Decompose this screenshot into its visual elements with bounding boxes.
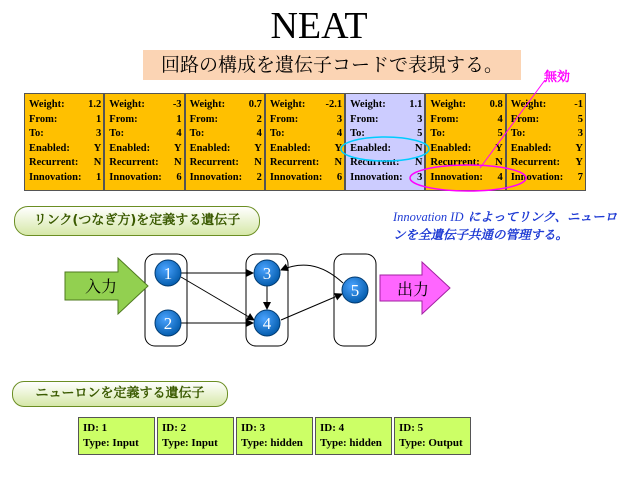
disabled-note-pointer (480, 80, 545, 168)
gene-field-label: To: (510, 128, 526, 140)
gene-field-label: Enabled: (269, 142, 311, 154)
gene-field-label: Enabled: (510, 142, 552, 154)
gene-field-label: Weight: (29, 99, 65, 110)
gene-field-value: Y (93, 142, 102, 154)
gene-field-label: To: (269, 128, 285, 140)
gene-field-label: Enabled: (189, 142, 231, 154)
node-5-label: 5 (350, 281, 360, 300)
gene-field-value: 4 (497, 171, 503, 183)
gene-field-label: Innovation: (189, 171, 243, 183)
node-4 (254, 310, 280, 336)
gene-field-value: Y (495, 142, 503, 154)
gene-field-label: From: (189, 113, 218, 125)
gene-field-label: Innovation: (109, 171, 162, 183)
connection-4-5 (281, 294, 342, 320)
gene-field-label: Recurrent: (510, 157, 561, 169)
gene-field-value: 7 (577, 171, 583, 183)
node-gene-id: ID: 4 (320, 422, 345, 434)
node-gene-1 (78, 417, 155, 455)
output-label: 出力 (396, 280, 430, 299)
gene-field-label: Recurrent: (269, 157, 320, 169)
gene-field-label: Innovation: (430, 171, 483, 183)
gene-field-label: From: (109, 113, 138, 125)
gene-field-value: -3 (172, 99, 182, 110)
disabled-note: 無効 (544, 70, 571, 85)
node-2-label: 2 (163, 314, 173, 333)
node-gene-id: ID: 1 (83, 422, 108, 434)
node-3 (254, 260, 280, 286)
gene-field-label: Innovation: (29, 171, 82, 183)
connection-1-4 (181, 277, 254, 320)
gene-field-value: 3 (577, 128, 583, 140)
gene-field-label: To: (189, 128, 205, 140)
gene-field-label: To: (29, 128, 44, 140)
gene-field-label: Weight: (269, 99, 306, 110)
node-gene-4 (315, 417, 392, 455)
gene-field-value: 4 (256, 128, 262, 140)
gene-field-label: Recurrent: (189, 157, 239, 169)
node-1 (155, 260, 181, 286)
gene-field-value: 3 (96, 128, 102, 140)
node-2 (155, 310, 181, 336)
gene-field-value: 3 (336, 113, 343, 125)
gene-field-value: N (414, 157, 423, 169)
gene-field-label: Weight: (510, 99, 547, 110)
gene-field-value: 2 (256, 113, 262, 125)
gene-field-label: Weight: (350, 99, 386, 110)
node-3-label: 3 (262, 264, 272, 283)
gene-field-value: N (93, 157, 102, 169)
gene-field-value: N (495, 157, 503, 169)
gene-field-label: To: (350, 128, 365, 140)
gene-field-label: To: (109, 128, 125, 140)
gene-field-value: 0.8 (489, 99, 503, 110)
gene-field-label: To: (430, 128, 446, 140)
node-gene-id: ID: 3 (241, 422, 266, 434)
innovation-note-en: Innovation ID (393, 210, 464, 224)
node-4-label: 4 (262, 314, 272, 333)
gene-field-value: 6 (176, 171, 182, 183)
gene-field-label: Recurrent: (430, 157, 480, 169)
node-gene-2 (157, 417, 234, 455)
gene-field-label: Recurrent: (350, 157, 400, 169)
gene-field-label: From: (269, 113, 299, 125)
gene-field-value: Y (575, 157, 583, 169)
gene-field-label: From: (430, 113, 459, 125)
gene-field-value: -1 (574, 99, 583, 110)
gene-field-value: Y (173, 142, 182, 154)
gene-field-value: 4 (497, 113, 503, 125)
gene-field-value: 1 (176, 113, 182, 125)
gene-field-value: 1.1 (409, 99, 423, 110)
gene-field-label: Recurrent: (109, 157, 159, 169)
gene-field-value: 4 (336, 128, 343, 140)
neuron-gene-label: ニューロンを定義する遺伝子 (12, 381, 228, 407)
gene-field-label: Innovation: (510, 171, 564, 183)
gene-field-label: Enabled: (29, 142, 70, 154)
node-gene-type: Type: hidden (241, 437, 303, 449)
gene-field-value: 1.2 (88, 99, 102, 110)
node-gene-3 (236, 417, 313, 455)
input-label: 入力 (84, 277, 118, 296)
node-1-label: 1 (163, 264, 173, 283)
node-gene-type: Type: Output (399, 437, 463, 449)
gene-field-label: Innovation: (269, 171, 323, 183)
gene-field-value: N (254, 157, 262, 169)
gene-field-value: Y (254, 142, 262, 154)
gene-field-value: 5 (417, 128, 423, 140)
gene-field-value: Y (575, 142, 583, 154)
gene-field-value: 5 (497, 128, 503, 140)
gene-field-value: 3 (417, 113, 423, 125)
gene-field-value: 6 (336, 171, 343, 183)
node-gene-type: Type: hidden (320, 437, 382, 449)
gene-field-label: From: (29, 113, 58, 125)
node-gene-5 (394, 417, 471, 455)
gene-field-value: 4 (176, 128, 182, 140)
node-gene-type: Type: Input (83, 437, 139, 449)
innovation-note-jp: によってリンク、ニューロンを全遺伝子共通の管理する。 (393, 209, 618, 242)
page-title: NEAT (270, 5, 368, 47)
gene-field-label: Recurrent: (29, 157, 79, 169)
gene-field-value: -2.1 (325, 99, 343, 110)
node-gene-table (78, 417, 471, 455)
gene-field-value: 3 (417, 171, 423, 183)
gene-field-value: N (334, 157, 343, 169)
gene-field-value: 0.7 (248, 99, 262, 110)
node-gene-type: Type: Input (162, 437, 218, 449)
gene-field-label: From: (510, 113, 540, 125)
gene-field-value: 1 (96, 113, 102, 125)
link-gene-label: リンク(つなぎ方)を定義する遺伝子 (14, 206, 260, 236)
disabled-highlight-ellipse (341, 137, 429, 161)
gene-field-value: N (173, 157, 182, 169)
node-5 (342, 277, 368, 303)
node-gene-id: ID: 5 (399, 422, 424, 434)
innovation-highlight-ellipse (410, 165, 526, 191)
gene-field-value: Y (334, 142, 343, 154)
gene-field-label: Enabled: (109, 142, 151, 154)
gene-field-label: Innovation: (350, 171, 403, 183)
gene-field-value: 5 (577, 113, 583, 125)
gene-field-label: From: (350, 113, 379, 125)
gene-field-label: Enabled: (430, 142, 472, 154)
node-gene-id: ID: 2 (162, 422, 187, 434)
gene-field-label: Weight: (430, 99, 466, 110)
gene-field-value: 1 (96, 171, 102, 183)
subtitle: 回路の構成を遺伝子コードで表現する。 (143, 50, 521, 80)
gene-field-value: N (414, 142, 423, 154)
gene-field-label: Enabled: (350, 142, 391, 154)
gene-field-value: 2 (256, 171, 262, 183)
gene-field-label: Weight: (189, 99, 226, 110)
gene-field-label: Weight: (109, 99, 145, 110)
